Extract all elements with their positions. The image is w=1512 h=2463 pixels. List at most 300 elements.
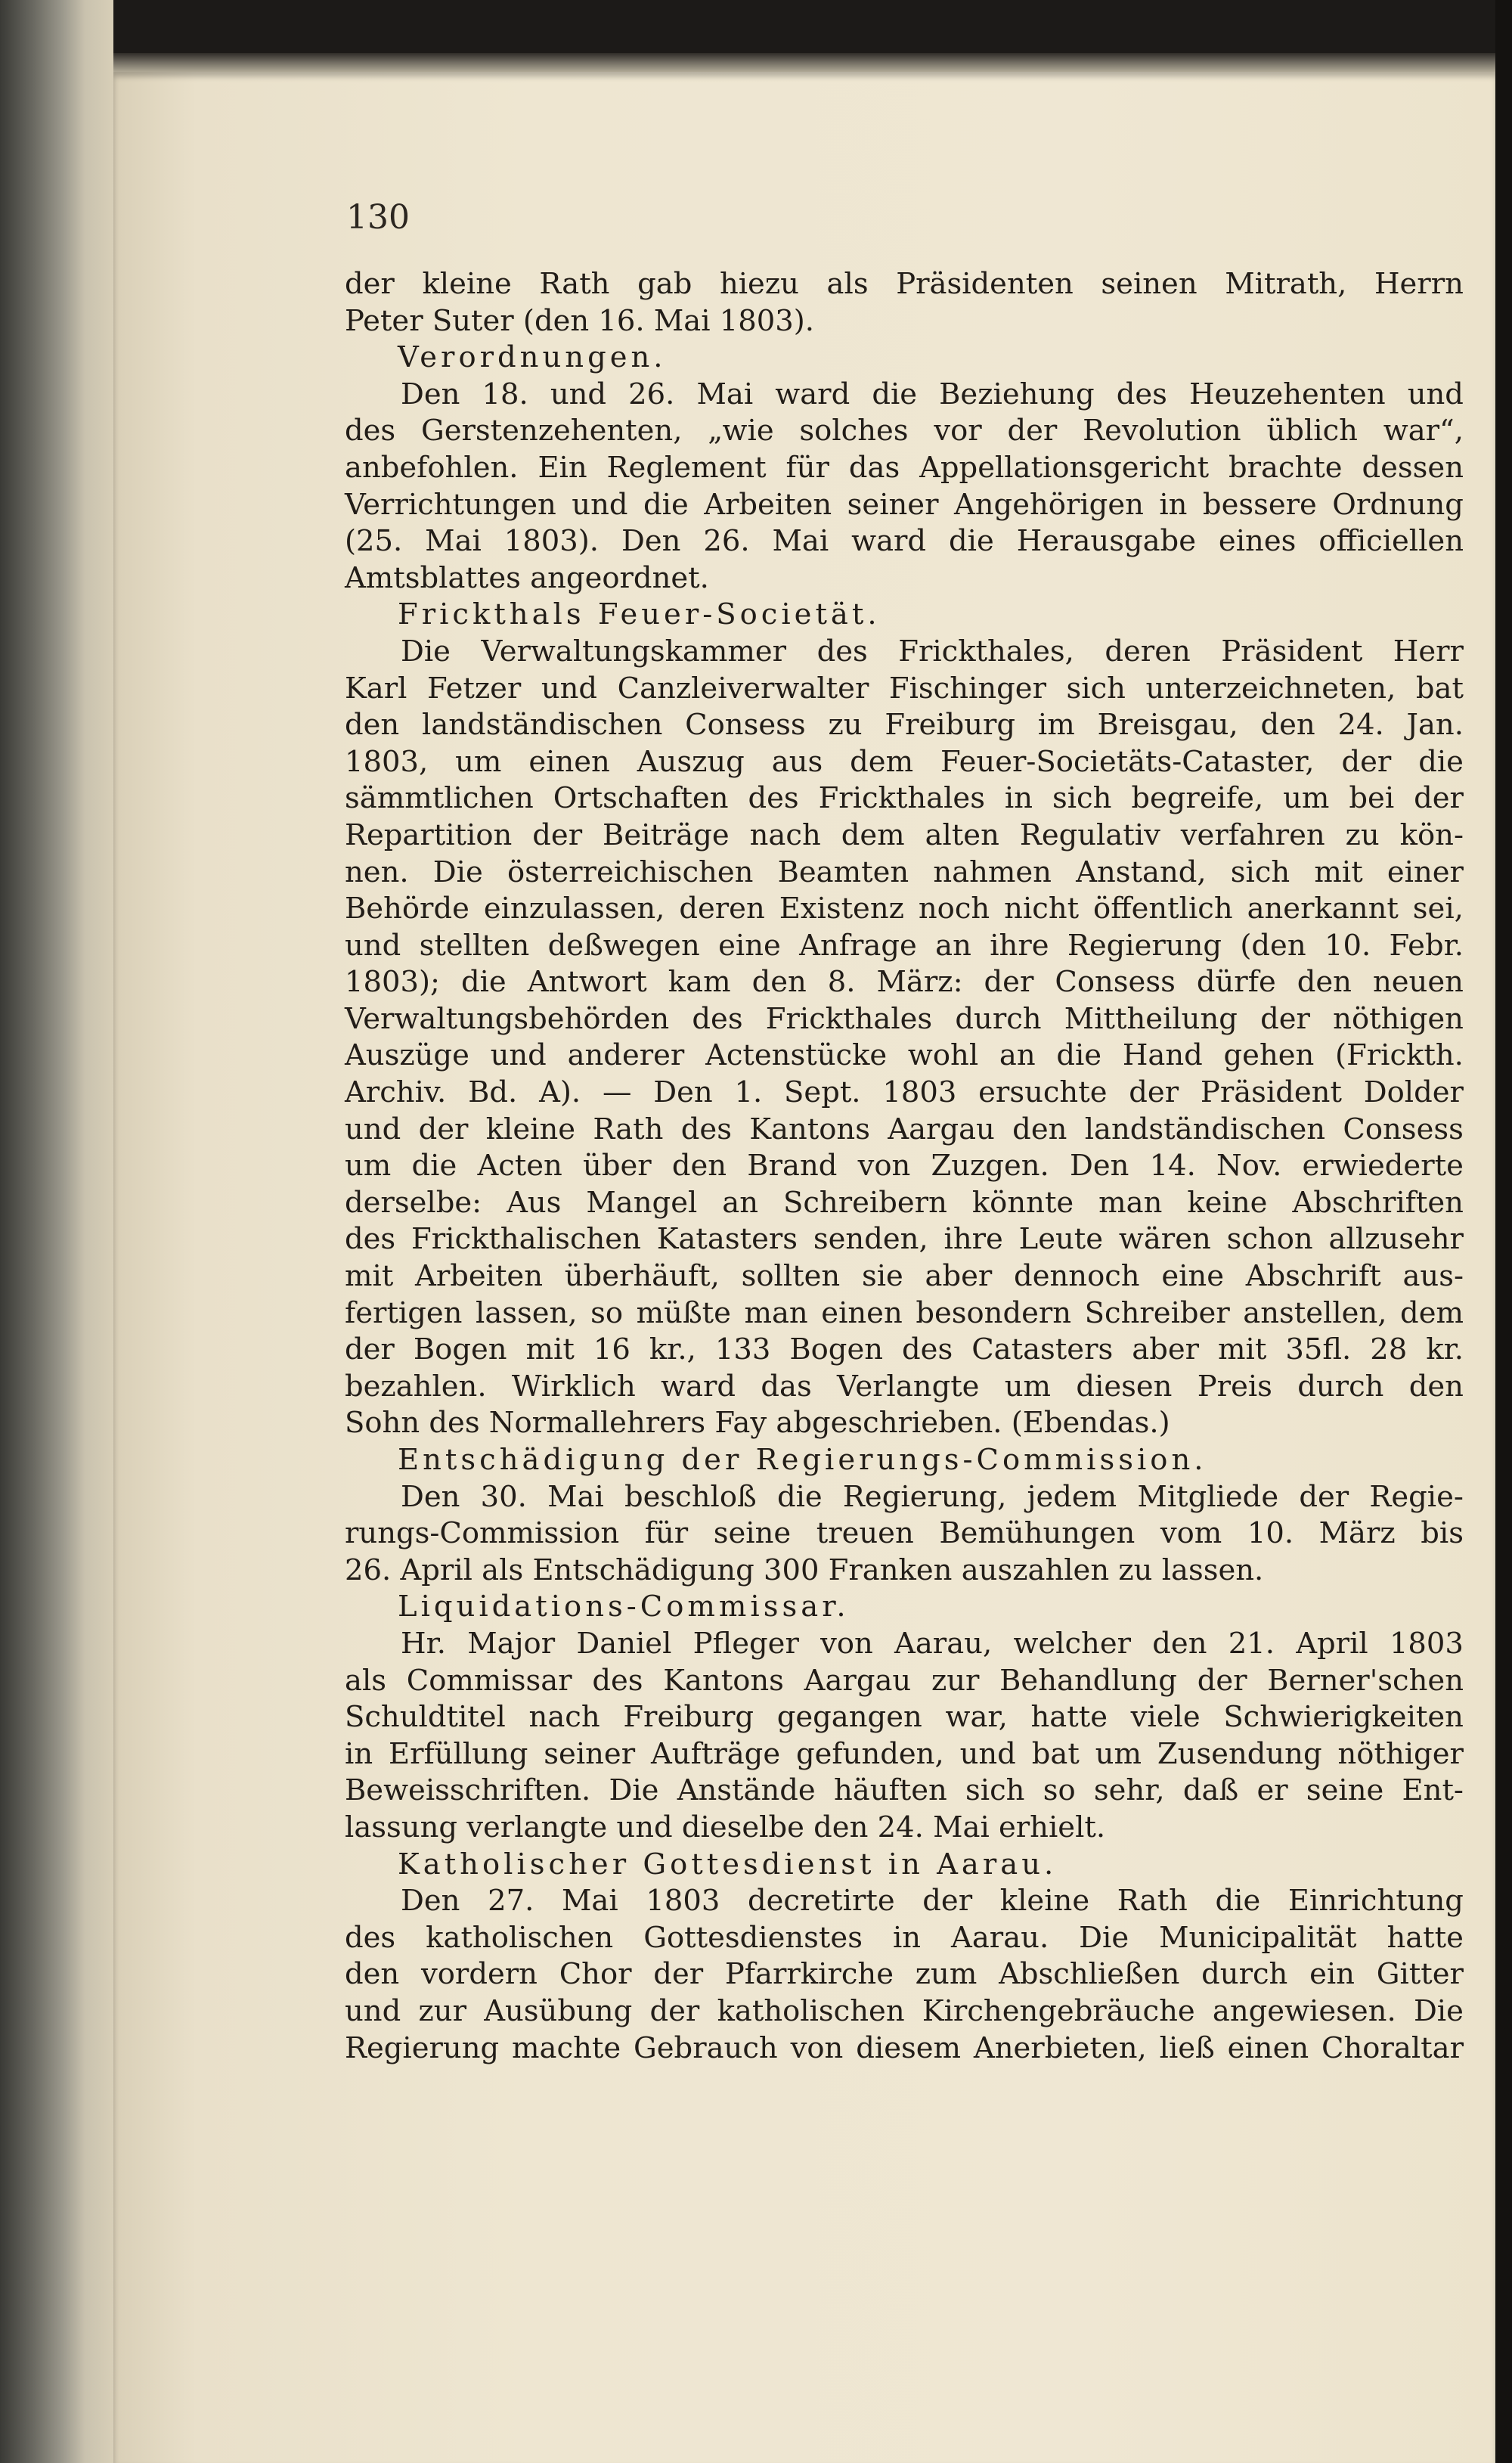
word: Anfrage <box>799 928 917 963</box>
word: ward <box>851 524 927 559</box>
word: Arbeiten <box>415 1259 544 1294</box>
word: aus- <box>1402 1259 1464 1294</box>
word: und <box>541 671 598 706</box>
word: Den <box>401 377 460 411</box>
word: eine <box>1161 1259 1225 1294</box>
word: kleine <box>485 1112 576 1146</box>
text-line <box>345 1883 1464 1920</box>
word: für <box>644 1516 689 1551</box>
word: den <box>671 1149 727 1183</box>
word: der <box>345 1332 395 1367</box>
word: A). <box>539 1075 581 1110</box>
text-line <box>345 1479 1464 1516</box>
section-heading: Frickthals Feuer-Societät. <box>398 597 881 632</box>
text-line <box>345 780 1464 817</box>
word: Bemühungen <box>939 1516 1136 1551</box>
word: Verwaltungsbehörden <box>345 1001 670 1036</box>
text-line <box>345 855 1464 892</box>
word: 35fl. <box>1285 1332 1352 1367</box>
word: Ausübung <box>484 1993 633 2028</box>
text-line <box>345 266 1464 303</box>
word: um <box>345 1149 392 1183</box>
word: sich <box>1066 671 1126 706</box>
word: Abschriften <box>1292 1185 1464 1220</box>
word: Regierung, <box>842 1479 1007 1514</box>
word: rungs-Commission <box>345 1516 620 1551</box>
word: der <box>1299 1479 1349 1514</box>
word: gehen <box>1223 1038 1315 1073</box>
word: ersuchte <box>978 1075 1108 1110</box>
word: ein <box>1309 1957 1355 1992</box>
word: Den <box>621 524 681 559</box>
word: Verrichtungen <box>345 487 556 522</box>
text-line <box>345 1038 1464 1075</box>
word: Mai <box>696 377 754 411</box>
word: mit <box>345 1259 394 1294</box>
word: Mitgliede <box>1137 1479 1279 1514</box>
word: in <box>345 1736 373 1771</box>
word: Ordnung <box>1332 487 1464 522</box>
word: Brand <box>747 1149 838 1183</box>
word: Rath <box>539 267 610 301</box>
word: Regulativ <box>1019 817 1160 852</box>
text-line: 26. April als Entschädigung 300 Franken auszahlen zu lassen. <box>345 1553 1264 1587</box>
word: und <box>490 1038 547 1073</box>
word: Herrn <box>1374 267 1464 301</box>
word: nöthigen <box>1333 1001 1464 1036</box>
text-line <box>345 1075 1464 1112</box>
word: Bd. <box>468 1075 518 1110</box>
word: in <box>1159 487 1188 522</box>
word: Schreibern <box>783 1185 947 1220</box>
word: Major <box>467 1626 556 1661</box>
text-line: lassung verlangte und dieselbe den 24. Mai erhielt. <box>345 1810 1106 1844</box>
word: viele <box>1130 1700 1201 1735</box>
word: und <box>550 377 607 411</box>
word: Beweisschriften. <box>345 1773 591 1808</box>
word: vom <box>1160 1516 1222 1551</box>
word: Frickthales, <box>898 634 1074 668</box>
word: kleine <box>999 1884 1090 1919</box>
word: Die <box>609 1773 659 1808</box>
text-line <box>345 634 1464 671</box>
word: Aargau <box>888 1112 995 1146</box>
word: Ortschaften <box>553 781 729 816</box>
body-text <box>345 266 1464 2067</box>
word: 1803). <box>503 524 600 559</box>
word: Consess <box>1343 1112 1464 1146</box>
word: Den <box>401 1479 460 1514</box>
word: war, <box>945 1700 1008 1735</box>
word: Mai <box>562 1884 618 1919</box>
word: des <box>680 1112 732 1146</box>
word: Abschließen <box>999 1957 1180 1992</box>
word: Commissar <box>406 1663 572 1698</box>
word: 26. <box>628 377 675 411</box>
word: noch <box>918 892 990 926</box>
word: stellten <box>419 928 530 963</box>
word: Jan. <box>1406 708 1464 743</box>
text-line <box>345 1956 1464 1993</box>
word: von <box>820 1626 873 1661</box>
word: Feuer-Societäts-Cataster, <box>940 744 1315 779</box>
text-line <box>345 523 1464 560</box>
word: Repartition <box>345 817 513 852</box>
word: Schreiber <box>1084 1295 1230 1330</box>
word: Breisgau, <box>1097 708 1238 743</box>
word: des <box>816 634 868 668</box>
word: Fischinger <box>888 671 1046 706</box>
word: dürfe <box>1196 965 1276 1000</box>
word: der <box>1260 1001 1310 1036</box>
word: Angehörigen <box>953 487 1144 522</box>
word: Regie- <box>1369 1479 1464 1514</box>
word: Aarau, <box>894 1626 993 1661</box>
word: sämmtlichen <box>345 781 534 816</box>
word: Die <box>1079 1920 1129 1955</box>
word: 1803); <box>345 965 440 1000</box>
word: zu <box>1345 817 1380 852</box>
word: Frickthales <box>818 781 985 816</box>
word: derselbe: <box>345 1185 482 1220</box>
word: Actenstücke <box>705 1038 888 1073</box>
word: Gebrauch <box>634 2030 778 2065</box>
word: Gitter <box>1376 1957 1464 1992</box>
word: vor <box>934 414 982 448</box>
word: die <box>949 524 994 559</box>
word: (den <box>1240 928 1306 963</box>
word: wären <box>1118 1222 1211 1257</box>
word: Schwierigkeiten <box>1223 1700 1464 1735</box>
word: aus <box>771 744 823 779</box>
word: ihre <box>990 928 1049 963</box>
word: ließ <box>1159 2030 1215 2065</box>
section-heading: Verordnungen. <box>398 340 667 375</box>
word: die <box>776 1479 823 1514</box>
word: Febr. <box>1389 928 1464 963</box>
word: landständischen <box>422 708 663 743</box>
word: Wirklich <box>511 1369 636 1404</box>
word: Mittheilung <box>1064 1001 1238 1036</box>
word: die <box>1215 1884 1261 1919</box>
word: war“, <box>1383 414 1464 448</box>
word: Mai <box>547 1479 604 1514</box>
word: des <box>1116 377 1167 411</box>
word: üblich <box>1266 414 1358 448</box>
word: man <box>1098 1185 1163 1220</box>
word: nicht <box>1004 892 1080 926</box>
word: und <box>345 1993 401 2028</box>
word: sei, <box>1412 892 1464 926</box>
word: gegangen <box>776 1700 922 1735</box>
text-line <box>345 1699 1464 1736</box>
word: vordern <box>420 1957 538 1992</box>
text-line <box>345 487 1464 524</box>
word: einen <box>528 744 610 779</box>
word: einen <box>821 1295 903 1330</box>
word: solches <box>799 414 909 448</box>
word: bessere <box>1202 487 1317 522</box>
word: anderer <box>567 1038 685 1073</box>
word: 28 <box>1370 1332 1408 1367</box>
text-line <box>345 1221 1464 1258</box>
word: Katasters <box>656 1222 798 1257</box>
word: an <box>999 1038 1036 1073</box>
word: „wie <box>708 414 774 448</box>
word: der <box>345 267 395 301</box>
word: der <box>922 1884 973 1919</box>
word: Zusendung <box>1157 1736 1322 1771</box>
word: April <box>1296 1626 1368 1661</box>
word: (25. <box>345 524 403 559</box>
word: Regierung <box>345 2030 500 2065</box>
word: anerkannt <box>1247 892 1399 926</box>
word: in <box>892 1920 922 1955</box>
word: Municipalität <box>1159 1920 1357 1955</box>
word: 1803 <box>646 1884 720 1919</box>
word: Karl <box>345 671 407 706</box>
word: zum <box>915 1957 978 1992</box>
word: Verwaltungskammer <box>481 634 787 668</box>
word: an <box>722 1185 759 1220</box>
word: Arbeiten <box>704 487 832 522</box>
word: Einrichtung <box>1287 1884 1464 1919</box>
word: Die <box>1413 1993 1464 2028</box>
word: das <box>848 450 900 485</box>
word: Abschrift <box>1245 1259 1381 1294</box>
word: Herausgabe <box>1016 524 1196 559</box>
word: Existenz <box>779 892 904 926</box>
word: kr. <box>1426 1332 1464 1367</box>
word: unterzeichneten, <box>1145 671 1396 706</box>
text-line <box>345 377 1464 414</box>
word: 14. <box>1149 1149 1196 1183</box>
word: öffentlich <box>1093 892 1233 926</box>
word: bat <box>1031 1736 1080 1771</box>
word: katholischen <box>717 1993 905 2028</box>
word: landständischen <box>1084 1112 1326 1146</box>
word: mit <box>1218 1332 1267 1367</box>
word: Antwort <box>527 965 647 1000</box>
right-margin-shadow <box>1495 0 1512 2463</box>
word: 8. <box>827 965 856 1000</box>
word: Sept. <box>784 1075 861 1110</box>
word: hatte <box>1030 1700 1108 1735</box>
word: die <box>643 487 689 522</box>
word: kr., <box>649 1332 696 1367</box>
word: den <box>345 708 400 743</box>
word: des <box>345 414 396 448</box>
word: den <box>1408 1369 1464 1404</box>
word: Appellationsgericht <box>919 450 1210 485</box>
word: 30. <box>480 1479 527 1514</box>
word: Den <box>653 1075 713 1110</box>
word: Aufträge <box>651 1736 781 1771</box>
word: Beziehung <box>939 377 1095 411</box>
word: (Frickth. <box>1335 1038 1464 1073</box>
word: Den <box>1069 1149 1129 1183</box>
word: verfahren <box>1180 817 1325 852</box>
word: Beamten <box>777 855 909 889</box>
word: deßwegen <box>547 928 700 963</box>
word: alten <box>925 817 999 852</box>
word: Gerstenzehenten, <box>420 414 683 448</box>
word: Behandlung <box>999 1663 1177 1698</box>
word: brachte <box>1228 450 1343 485</box>
word: des <box>345 1222 396 1257</box>
word: anbefohlen. <box>345 450 519 485</box>
word: Freiburg <box>623 1700 754 1735</box>
word: beschloß <box>624 1479 757 1514</box>
word: Rath <box>1117 1884 1188 1919</box>
word: an <box>935 928 971 963</box>
word: Zuzgen. <box>931 1149 1049 1183</box>
word: um <box>455 744 502 779</box>
word: des <box>592 1663 643 1698</box>
word: die <box>411 1149 457 1183</box>
word: Verlangte <box>837 1369 980 1404</box>
word: Archiv. <box>345 1075 447 1110</box>
word: die <box>1056 1038 1102 1073</box>
page-number: 130 <box>346 198 410 237</box>
word: gab <box>637 267 692 301</box>
word: seinen <box>1101 267 1198 301</box>
word: Beiträge <box>603 817 730 852</box>
word: Hr. <box>401 1626 446 1661</box>
word: aber <box>925 1259 993 1294</box>
text-line <box>345 1515 1464 1553</box>
word: in <box>1004 781 1033 816</box>
word: der <box>418 1112 469 1146</box>
word: mit <box>525 1332 575 1367</box>
word: hatte <box>1387 1920 1464 1955</box>
word: Die <box>401 634 451 668</box>
word: und <box>959 1736 1016 1771</box>
word: Canzleiverwalter <box>617 671 869 706</box>
word: lassen, <box>476 1295 578 1330</box>
text-line <box>345 707 1464 744</box>
word: Pfleger <box>692 1626 799 1661</box>
word: diesen <box>1076 1369 1173 1404</box>
word: Anstand, <box>1076 855 1207 889</box>
word: Behörde <box>345 892 469 926</box>
word: dem <box>850 744 914 779</box>
word: zur <box>931 1663 980 1698</box>
word: der <box>984 965 1034 1000</box>
text-line <box>345 964 1464 1001</box>
word: Hand <box>1122 1038 1203 1073</box>
word: bat <box>1415 671 1464 706</box>
word: ward <box>775 377 850 411</box>
word: Kantons <box>663 1663 784 1698</box>
text-line <box>345 817 1464 855</box>
word: 1803 <box>1389 1626 1464 1661</box>
word: um <box>1004 1369 1052 1404</box>
word: seiner <box>847 487 939 522</box>
word: deren <box>1105 634 1191 668</box>
word: nöthiger <box>1337 1736 1464 1771</box>
word: senden, <box>813 1222 928 1257</box>
word: besondern <box>916 1295 1072 1330</box>
word: Catasters <box>971 1332 1114 1367</box>
section-heading: Entschädigung der Regierungs-Commission. <box>398 1443 1207 1477</box>
text-line <box>345 413 1464 450</box>
word: Aarau. <box>951 1920 1049 1955</box>
word: man <box>744 1295 808 1330</box>
word: Bogen <box>413 1332 507 1367</box>
word: überhäuft, <box>564 1259 720 1294</box>
word: 1803, <box>345 744 429 779</box>
text-line <box>345 1295 1464 1332</box>
word: diesem <box>856 2030 962 2065</box>
word: zur <box>418 1993 466 2028</box>
word: Choraltar <box>1321 2030 1464 2065</box>
word: sehr, <box>1093 1773 1165 1808</box>
word: Consess <box>1055 965 1176 1000</box>
word: daß <box>1182 1773 1239 1808</box>
word: nen. <box>345 855 409 889</box>
word: Ent- <box>1402 1773 1464 1808</box>
word: Kirchengebräuche <box>922 1993 1195 2028</box>
word: nahmen <box>933 855 1052 889</box>
word: 10. <box>1324 928 1371 963</box>
word: um <box>1095 1736 1142 1771</box>
word: gefunden, <box>795 1736 944 1771</box>
word: Den <box>401 1884 460 1919</box>
word: kön- <box>1399 817 1464 852</box>
word: ward <box>661 1369 736 1404</box>
word: dessen <box>1362 450 1464 485</box>
word: Ein <box>538 450 587 485</box>
word: bezahlen. <box>345 1369 487 1404</box>
text-line <box>345 928 1464 965</box>
word: für <box>785 450 829 485</box>
word: häuften <box>833 1773 947 1808</box>
word: neuen <box>1372 965 1464 1000</box>
word: sollten <box>741 1259 841 1294</box>
text-line <box>345 1736 1464 1773</box>
word: den <box>345 1957 400 1992</box>
word: durch <box>1297 1369 1384 1404</box>
word: Dolder <box>1363 1075 1464 1110</box>
word: nach <box>528 1700 600 1735</box>
word: im <box>1037 708 1075 743</box>
word: der <box>1197 1663 1247 1698</box>
word: Daniel <box>576 1626 672 1661</box>
word: jedem <box>1027 1479 1117 1514</box>
word: der <box>1129 1075 1179 1110</box>
word: Mangel <box>586 1185 698 1220</box>
word: über <box>583 1149 652 1183</box>
word: Herr <box>1393 634 1464 668</box>
word: Rath <box>593 1112 664 1146</box>
word: Anstände <box>677 1773 816 1808</box>
text-line <box>345 1369 1464 1406</box>
word: des <box>902 1332 953 1367</box>
word: zu <box>828 708 863 743</box>
word: der <box>1007 414 1058 448</box>
text-line: Sohn des Normallehrers Fay abgeschrieben. (Ebendas.) <box>345 1406 1170 1441</box>
text-line <box>345 1626 1464 1663</box>
word: Aus <box>507 1185 562 1220</box>
word: 27. <box>488 1884 534 1919</box>
book-spine <box>0 0 113 2463</box>
word: den <box>1152 1626 1207 1661</box>
word: sich <box>1230 855 1290 889</box>
word: die <box>460 965 507 1000</box>
word: als <box>826 267 869 301</box>
word: der <box>1341 744 1392 779</box>
